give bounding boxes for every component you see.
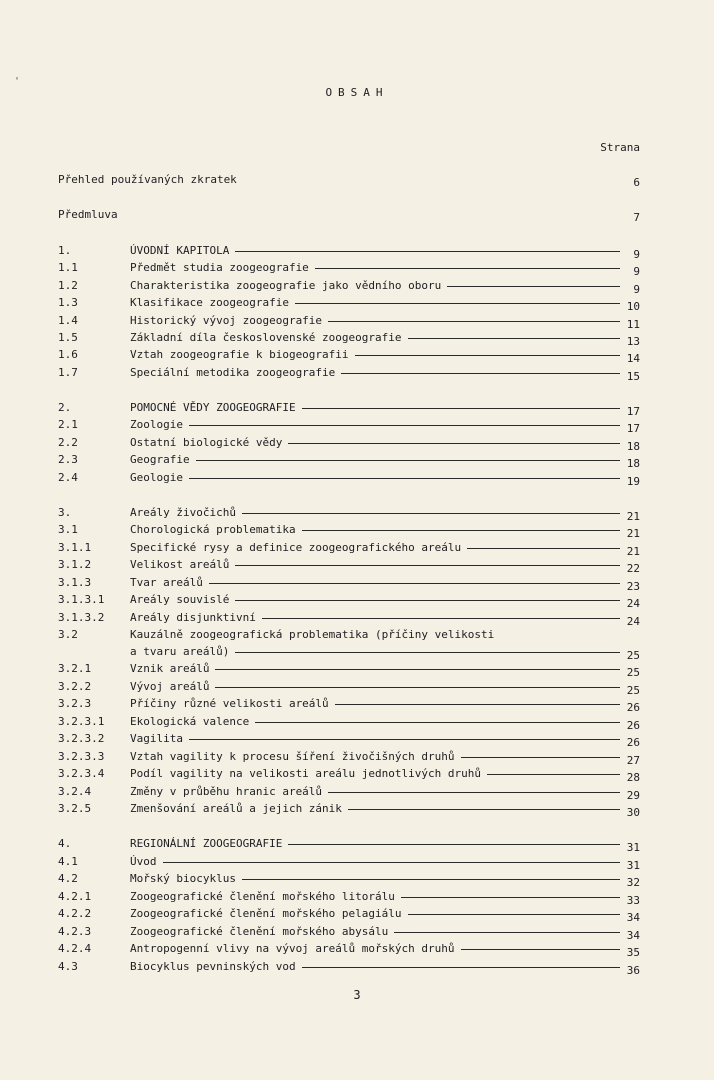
- toc-preface-title: Předmluva: [58, 208, 118, 221]
- toc-entry-page: 24: [626, 615, 640, 628]
- toc-entry-number: 1.6: [58, 348, 78, 361]
- toc-entry-title: REGIONÁLNÍ ZOOGEOGRAFIE: [130, 837, 283, 850]
- toc-entry-title: Ostatní biologické vědy: [130, 436, 283, 449]
- toc-entry-leader: [235, 600, 620, 601]
- toc-preface-page: 6: [633, 176, 640, 189]
- toc-entry: [58, 401, 640, 417]
- toc-entry-page: 18: [626, 440, 640, 453]
- toc-entry-title: Předmět studia zoogeografie: [130, 261, 309, 274]
- toc-entry-page: 13: [626, 335, 640, 348]
- toc-entry: [58, 331, 640, 347]
- toc-preface-item: [58, 173, 640, 189]
- toc-entry-leader: [262, 618, 620, 619]
- toc-entry-title-continued: a tvaru areálů): [130, 645, 230, 658]
- toc-entry-leader: [408, 914, 620, 915]
- toc-entry: [58, 785, 640, 801]
- toc-entry-title: Speciální metodika zoogeografie: [130, 366, 336, 379]
- toc-entry-page: 34: [626, 911, 640, 924]
- toc-entry: [58, 348, 640, 364]
- toc-entry-page: 33: [626, 894, 640, 907]
- toc-entry-page: 15: [626, 370, 640, 383]
- toc-entry-title: Vztah zoogeografie k biogeografii: [130, 348, 349, 361]
- toc-entry-title: Zoogeografické členění mořského pelagiálu: [130, 907, 402, 920]
- toc-entry-page: 9: [633, 265, 640, 278]
- toc-entry-leader: [189, 739, 620, 740]
- toc-entry-number: 3.2.3.2: [58, 732, 105, 745]
- toc-entry-number: 1.4: [58, 314, 78, 327]
- toc-entry: [58, 925, 640, 941]
- toc-entry: [58, 314, 640, 330]
- toc-entry: [58, 697, 640, 713]
- toc-entry-number: 3.1.2: [58, 558, 92, 571]
- toc-entry-number: 1.: [58, 244, 72, 257]
- toc-entry-page: 26: [626, 719, 640, 732]
- toc-entry-leader: [235, 251, 620, 252]
- toc-entry-leader: [394, 932, 620, 933]
- toc-entry-leader: [348, 809, 620, 810]
- toc-entry-leader: [295, 303, 620, 304]
- toc-entry-number: 3.2.5: [58, 802, 92, 815]
- toc-entry-number: 3.1.3: [58, 576, 92, 589]
- toc-entry: [58, 907, 640, 923]
- toc-entry-title: Základní díla československé zoogeografie: [130, 331, 402, 344]
- toc-entry: [58, 837, 640, 853]
- toc-entry: [58, 960, 640, 976]
- toc-entry: [58, 890, 640, 906]
- toc-entry-leader: [302, 530, 620, 531]
- toc-entry-title: Kauzálně zoogeografická problematika (příčiny velikosti: [130, 628, 495, 641]
- toc-entry-title: Vývoj areálů: [130, 680, 210, 693]
- toc-entry-page: 31: [626, 841, 640, 854]
- toc-preface-item: [58, 208, 640, 224]
- toc-entry-leader: [196, 460, 620, 461]
- toc-entry-number: 3.: [58, 506, 72, 519]
- toc-entry-title: Podíl vagility na velikosti areálu jednotlivých druhů: [130, 767, 481, 780]
- toc-entry-title: Areály živočichů: [130, 506, 236, 519]
- toc-entry: [58, 296, 640, 312]
- toc-entry-leader: [315, 268, 620, 269]
- toc-entry: [58, 628, 640, 644]
- toc-entry-title: Zmenšování areálů a jejich zánik: [130, 802, 342, 815]
- toc-entry-number: 1.2: [58, 279, 78, 292]
- toc-entry: [58, 366, 640, 382]
- toc-entry-title: Velikost areálů: [130, 558, 230, 571]
- toc-entry-number: 3.2.3.4: [58, 767, 105, 780]
- toc-entry-leader: [302, 408, 620, 409]
- toc-entry-page: 30: [626, 806, 640, 819]
- toc-entry-number: 3.2.3.1: [58, 715, 105, 728]
- toc-entry: [58, 558, 640, 574]
- toc-entry: [58, 802, 640, 818]
- page-number: 3: [353, 988, 361, 1002]
- toc-entry-page: 9: [633, 283, 640, 296]
- toc-entry-number: 2.4: [58, 471, 78, 484]
- toc-entry-title: Specifické rysy a definice zoogeografického areálu: [130, 541, 462, 554]
- toc-entry: [58, 593, 640, 609]
- toc-entry-leader: [328, 792, 620, 793]
- toc-entry-leader: [341, 373, 620, 374]
- toc-entry-page: 18: [626, 457, 640, 470]
- toc-entry-page: 27: [626, 754, 640, 767]
- toc-entry-title: Zoogeografické členění mořského abysálu: [130, 925, 389, 938]
- toc-entry-leader: [335, 704, 620, 705]
- toc-entry-number: 3.2.3.3: [58, 750, 105, 763]
- toc-entry-title: Vagilita: [130, 732, 183, 745]
- toc-entry-number: 4.3: [58, 960, 78, 973]
- toc-entry-title: POMOCNÉ VĚDY ZOOGEOGRAFIE: [130, 401, 296, 414]
- toc-entry: [58, 279, 640, 295]
- toc-entry-page: 25: [626, 684, 640, 697]
- toc-entry: [58, 506, 640, 522]
- toc-entry-number: 4.2.2: [58, 907, 92, 920]
- toc-entry: [58, 662, 640, 678]
- toc-entry-page: 22: [626, 562, 640, 575]
- toc-entry-leader: [209, 583, 620, 584]
- toc-entry-leader: [447, 286, 620, 287]
- toc-entry: [58, 244, 640, 260]
- toc-entry-page: 28: [626, 771, 640, 784]
- toc-entry-number: 4.2.1: [58, 890, 92, 903]
- toc-entry-title: Geografie: [130, 453, 190, 466]
- toc-entry: [58, 261, 640, 277]
- toc-entry-title: Areály disjunktivní: [130, 611, 256, 624]
- toc-entry-leader: [302, 967, 620, 968]
- toc-entry-page: 21: [626, 510, 640, 523]
- toc-entry: [58, 767, 640, 783]
- toc-entry-leader: [461, 757, 620, 758]
- page-title: OBSAH: [325, 86, 389, 99]
- toc-entry-leader: [288, 443, 620, 444]
- toc-entry-leader: [408, 338, 620, 339]
- toc-entry: [58, 436, 640, 452]
- toc-entry-number: 3.2.2: [58, 680, 92, 693]
- toc-entry-number: 3.1.3.1: [58, 593, 105, 606]
- toc-entry-page: 17: [626, 405, 640, 418]
- toc-entry-number: 4.2.4: [58, 942, 92, 955]
- page-column-header: Strana: [600, 141, 640, 154]
- toc-entry-title: Změny v průběhu hranic areálů: [130, 785, 323, 798]
- toc-entry-leader: [255, 722, 620, 723]
- toc-entry: [58, 732, 640, 748]
- toc-entry-page: 14: [626, 352, 640, 365]
- toc-entry-page: 26: [626, 701, 640, 714]
- toc-entry-number: 4.1: [58, 855, 78, 868]
- toc-entry: [58, 418, 640, 434]
- toc-entry-number: 1.3: [58, 296, 78, 309]
- toc-entry-page: 24: [626, 597, 640, 610]
- toc-entry-leader: [242, 879, 620, 880]
- toc-entry-continuation: [58, 645, 640, 661]
- toc-entry-number: 2.3: [58, 453, 78, 466]
- toc-entry-number: 4.2: [58, 872, 78, 885]
- toc-entry-title: Tvar areálů: [130, 576, 203, 589]
- toc-entry: [58, 523, 640, 539]
- toc-entry-number: 4.2.3: [58, 925, 92, 938]
- toc-entry-leader: [487, 774, 620, 775]
- toc-entry-number: 4.: [58, 837, 72, 850]
- toc-entry-page: 11: [626, 318, 640, 331]
- toc-entry-title: Vztah vagility k procesu šíření živočišných druhů: [130, 750, 455, 763]
- toc-entry: [58, 611, 640, 627]
- toc-entry-page: 10: [626, 300, 640, 313]
- toc-entry-page: 21: [626, 527, 640, 540]
- toc-entry-title: Mořský biocyklus: [130, 872, 236, 885]
- toc-entry-title: Geologie: [130, 471, 183, 484]
- toc-entry-number: 3.1.1: [58, 541, 92, 554]
- toc-entry-number: 2.2: [58, 436, 78, 449]
- toc-entry: [58, 680, 640, 696]
- page-mark: ': [14, 76, 21, 87]
- toc-entry-leader: [461, 949, 620, 950]
- toc-entry-leader: [355, 355, 620, 356]
- toc-entry-title: Zoologie: [130, 418, 183, 431]
- toc-entry-page: 32: [626, 876, 640, 889]
- toc-entry-leader: [328, 321, 620, 322]
- toc-entry-page: 9: [633, 248, 640, 261]
- toc-entry: [58, 471, 640, 487]
- toc-entry: [58, 576, 640, 592]
- toc-entry-title: Areály souvislé: [130, 593, 230, 606]
- toc-entry-title: Zoogeografické členění mořského litorálu: [130, 890, 395, 903]
- toc-entry-leader: [401, 897, 620, 898]
- toc-entry-page: 36: [626, 964, 640, 977]
- toc-entry-title: Antropogenní vlivy na vývoj areálů mořských druhů: [130, 942, 455, 955]
- toc-entry-number: 1.1: [58, 261, 78, 274]
- toc-entry-title: Charakteristika zoogeografie jako vědního oboru: [130, 279, 442, 292]
- toc-entry-leader: [189, 425, 620, 426]
- toc-entry-leader: [288, 844, 620, 845]
- toc-entry-number: 3.2.4: [58, 785, 92, 798]
- toc-entry-leader: [467, 548, 620, 549]
- toc-entry-number: 3.2: [58, 628, 78, 641]
- toc-entry-page: 31: [626, 859, 640, 872]
- toc-entry-number: 1.7: [58, 366, 78, 379]
- toc-entry-page: 25: [626, 666, 640, 679]
- toc-entry: [58, 942, 640, 958]
- toc-entry-page: 34: [626, 929, 640, 942]
- toc-entry-title: ÚVODNÍ KAPITOLA: [130, 244, 230, 257]
- toc-entry-title: Biocyklus pevninských vod: [130, 960, 296, 973]
- toc-entry-leader: [235, 565, 620, 566]
- toc-entry-leader: [163, 862, 621, 863]
- toc-entry-number: 3.2.1: [58, 662, 92, 675]
- toc-preface-page: 7: [633, 211, 640, 224]
- toc-entry: [58, 855, 640, 871]
- toc-entry: [58, 453, 640, 469]
- toc-entry: [58, 872, 640, 888]
- toc-entry-page: 23: [626, 580, 640, 593]
- toc-entry-page: 29: [626, 789, 640, 802]
- toc-preface-title: Přehled používaných zkratek: [58, 173, 237, 186]
- toc-entry: [58, 750, 640, 766]
- toc-entry-number: 3.1: [58, 523, 78, 536]
- toc-entry-page: 19: [626, 475, 640, 488]
- toc-entry-number: 2.: [58, 401, 72, 414]
- toc-entry-leader: [215, 669, 620, 670]
- toc-entry-number: 3.1.3.2: [58, 611, 105, 624]
- toc-entry-page: 17: [626, 422, 640, 435]
- toc-entry: [58, 715, 640, 731]
- toc-entry-title: Ekologická valence: [130, 715, 250, 728]
- toc-entry-title: Historický vývoj zoogeografie: [130, 314, 323, 327]
- toc-entry-title: Příčiny různé velikosti areálů: [130, 697, 329, 710]
- toc-entry-title: Chorologická problematika: [130, 523, 296, 536]
- toc-entry-page: 35: [626, 946, 640, 959]
- toc-entry-number: 1.5: [58, 331, 78, 344]
- toc-entry-title: Úvod: [130, 855, 157, 868]
- toc-entry-page: 26: [626, 736, 640, 749]
- toc-entry-leader: [242, 513, 620, 514]
- toc-entry: [58, 541, 640, 557]
- toc-entry-number: 2.1: [58, 418, 78, 431]
- toc-entry-leader: [235, 652, 620, 653]
- toc-entry-page: 25: [626, 649, 640, 662]
- toc-entry-leader: [215, 687, 620, 688]
- toc-entry-page: 21: [626, 545, 640, 558]
- toc-entry-number: 3.2.3: [58, 697, 92, 710]
- toc-entry-title: Vznik areálů: [130, 662, 210, 675]
- toc-entry-title: Klasifikace zoogeografie: [130, 296, 289, 309]
- toc-entry-leader: [189, 478, 620, 479]
